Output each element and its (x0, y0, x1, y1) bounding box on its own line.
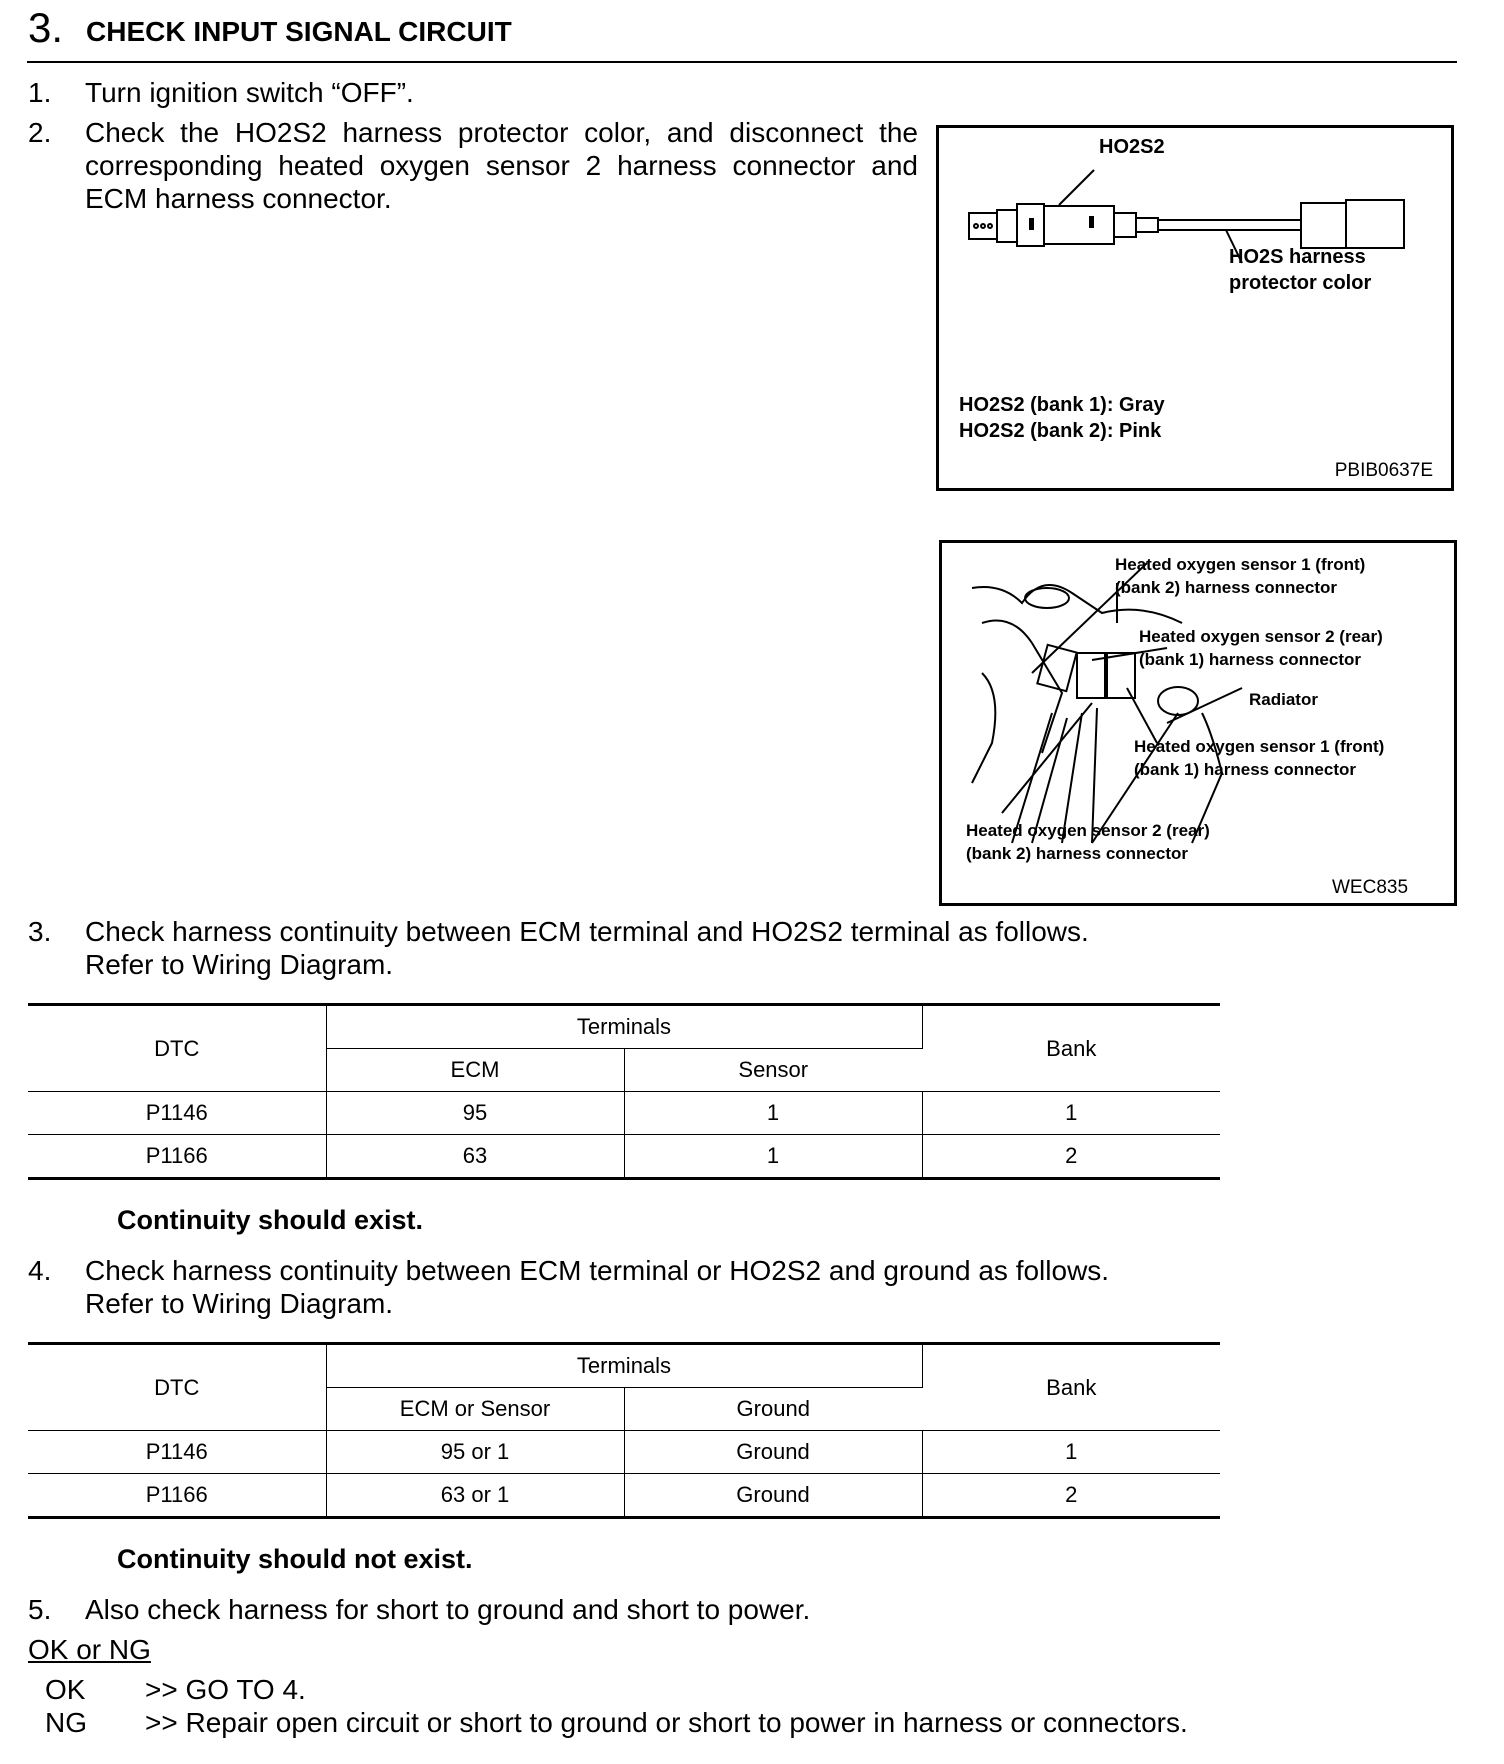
cell: P1146 (28, 1431, 326, 1474)
header-bank: Bank (922, 1005, 1220, 1092)
header-dtc: DTC (28, 1344, 326, 1431)
cell: 63 or 1 (326, 1474, 624, 1518)
step-number: 4. (28, 1255, 52, 1286)
result-1: Continuity should exist. (117, 1205, 424, 1235)
label-hos2-bank1 (1139, 625, 1383, 671)
step-text: corresponding heated oxygen sensor 2 harness connector and (85, 150, 918, 181)
result-2: Continuity should not exist. (117, 1544, 473, 1574)
label-line: Heated oxygen sensor 1 (front) (1115, 555, 1366, 574)
step-2 (28, 116, 918, 215)
header-ecm: ECM (326, 1049, 624, 1092)
bank2-color: HO2S2 (bank 2): Pink (959, 420, 1162, 442)
step-number: 1. (28, 77, 52, 108)
cell: P1166 (28, 1135, 326, 1179)
cell: Ground (624, 1431, 922, 1474)
header-ground: Ground (624, 1388, 922, 1431)
title-divider (27, 61, 1457, 63)
section-number: 3. (28, 4, 64, 51)
step-number: 5. (28, 1594, 52, 1625)
label-line: (bank 1) harness connector (1134, 760, 1357, 779)
table-row (28, 1135, 1220, 1179)
protector-label-line: HO2S harness (1229, 246, 1366, 268)
label-radiator: Radiator (1249, 690, 1318, 709)
ho2s2-sensor-figure (936, 125, 1454, 491)
ok-label: OK (45, 1674, 86, 1705)
label-line: Heated oxygen sensor 2 (rear) (966, 821, 1210, 840)
table-row (28, 1092, 1220, 1135)
ng-action: >> Repair open circuit or short to ground or short to power in harness or connectors. (145, 1707, 1188, 1738)
ok-action-link[interactable]: >> GO TO 4. (145, 1674, 306, 1705)
continuity-table (28, 1003, 1220, 1180)
step-text: Check harness continuity between ECM terminal and HO2S2 terminal as follows. (85, 916, 1089, 947)
label-line: (bank 2) harness connector (1115, 578, 1338, 597)
ng-label: NG (45, 1707, 87, 1738)
cell: 95 (326, 1092, 624, 1135)
label-hos1-bank1 (1134, 735, 1384, 781)
cell: 1 (624, 1092, 922, 1135)
cell: 1 (624, 1135, 922, 1179)
step-text: Check the HO2S2 harness protector color, and disconnect the (85, 117, 918, 148)
sensor-label: HO2S2 (1099, 136, 1165, 158)
cell: 95 or 1 (326, 1431, 624, 1474)
header-sensor: Sensor (624, 1049, 922, 1092)
header-ecm-or-sensor: ECM or Sensor (326, 1388, 624, 1431)
step-4 (28, 1254, 1109, 1320)
cell: 2 (922, 1474, 1220, 1518)
label-line: Heated oxygen sensor 1 (front) (1134, 737, 1385, 756)
protector-label-line: protector color (1229, 272, 1372, 294)
cell: P1146 (28, 1092, 326, 1135)
label-line: (bank 1) harness connector (1139, 650, 1362, 669)
figure-code: WEC835 (1332, 877, 1409, 898)
step-number: 3. (28, 916, 52, 947)
cell: P1166 (28, 1474, 326, 1518)
ok-ng-heading: OK or NG (28, 1634, 151, 1665)
step-text: ECM harness connector. (85, 183, 392, 214)
cell: Ground (624, 1474, 922, 1518)
connector-location-figure (939, 540, 1457, 906)
cell: 2 (922, 1135, 1220, 1179)
step-3 (28, 915, 1089, 981)
step-number: 2. (28, 117, 52, 148)
protector-label (1229, 244, 1371, 296)
header-bank: Bank (922, 1344, 1220, 1431)
section-title: CHECK INPUT SIGNAL CIRCUIT (86, 16, 512, 47)
figure-code: PBIB0637E (1334, 460, 1433, 481)
cell: 1 (922, 1431, 1220, 1474)
label-hos1-bank2 (1115, 553, 1365, 599)
step-text: Also check harness for short to ground and short to power. (85, 1594, 811, 1625)
cell: 63 (326, 1135, 624, 1179)
ground-continuity-table (28, 1342, 1220, 1519)
step-text: Check harness continuity between ECM terminal or HO2S2 and ground as follows. (85, 1255, 1110, 1286)
step-text: Turn ignition switch “OFF”. (85, 77, 414, 108)
table-row (28, 1431, 1220, 1474)
header-terminals: Terminals (326, 1344, 922, 1388)
header-terminals: Terminals (326, 1005, 922, 1049)
step-text: Refer to Wiring Diagram. (85, 1288, 394, 1319)
cell: 1 (922, 1092, 1220, 1135)
label-line: Heated oxygen sensor 2 (rear) (1139, 627, 1383, 646)
table-row (28, 1474, 1220, 1518)
header-dtc: DTC (28, 1005, 326, 1092)
label-hos2-bank2 (966, 819, 1210, 865)
bank1-color: HO2S2 (bank 1): Gray (959, 394, 1165, 416)
step-text: Refer to Wiring Diagram. (85, 949, 394, 980)
label-line: (bank 2) harness connector (966, 844, 1189, 863)
